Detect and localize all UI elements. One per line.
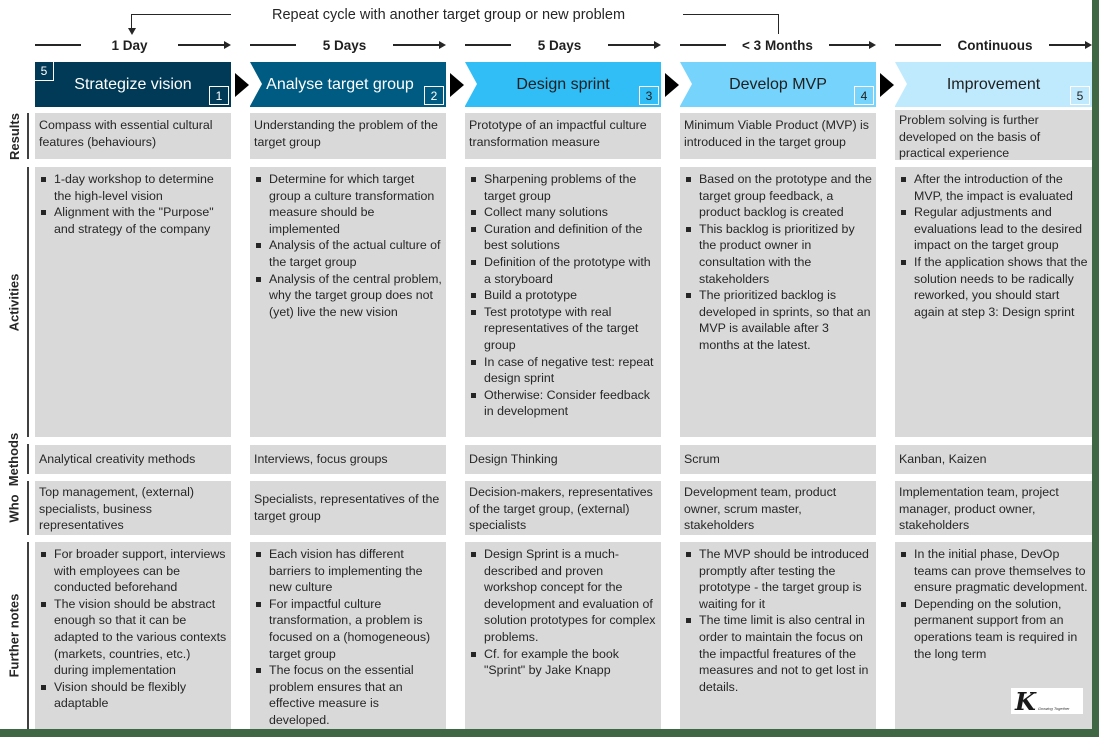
timeline-5 [895, 36, 1092, 54]
step-number-badge: 5 [1070, 86, 1090, 105]
list-item: In case of negative test: repeat design sprint [469, 354, 657, 387]
list-item: Collect many solutions [469, 204, 657, 221]
logo-tagline: Growing Together [1037, 706, 1070, 711]
row-divider [27, 167, 29, 437]
stage-title: Strategize vision [74, 75, 192, 93]
timeline-line [1049, 44, 1085, 45]
list-item: The time limit is also central in order to maintain the focus on the impactful freatures of the measures and not to get lost in details. [684, 612, 872, 695]
further-notes-cell [680, 542, 876, 729]
list-item: Build a prototype [469, 287, 657, 304]
methods-cell: Design Thinking [465, 445, 661, 474]
list-item: The MVP should be introduced promptly after testing the prototype - the target group is waiting for it [684, 546, 872, 612]
who-cell: Specialists, representatives of the target group [250, 481, 446, 535]
stage-notch [680, 62, 692, 106]
results-cell: Compass with essential cultural features (behaviours) [35, 113, 231, 159]
list-item: Definition of the prototype with a storyboard [469, 254, 657, 287]
duration-label: < 3 Months [742, 37, 813, 53]
who-cell: Top management, (external) specialists, business representatives [35, 481, 231, 535]
chevron-right-icon [665, 73, 679, 97]
list-item: Based on the prototype and the target group feedback, a product backlog is created [684, 171, 872, 221]
timeline-line [895, 44, 941, 45]
loop-line-right-horizontal [683, 14, 779, 15]
timeline-line [608, 44, 654, 45]
further-notes-cell [250, 542, 446, 729]
list-item: Analysis of the central problem, why the target group does not (yet) live the new vision [254, 271, 442, 321]
list-item: The focus on the essential problem ensures that an effective measure is developed. [254, 662, 442, 728]
step-number-badge: 1 [209, 86, 229, 105]
timeline-line [178, 44, 224, 45]
row-label-activities: Activities [6, 273, 22, 331]
list-item: Cf. for example the book "Sprint" by Jake Knapp [469, 646, 657, 679]
list-item: The prioritized backlog is developed in sprints, so that an MVP is available after 3 months at the latest. [684, 287, 872, 353]
loop-arrow-down-icon [128, 28, 136, 35]
activities-list [899, 171, 1088, 320]
activities-list [39, 171, 227, 237]
activities-cell [250, 167, 446, 437]
results-cell: Problem solving is further developed on the basis of practical experience [895, 110, 1092, 160]
methods-cell: Kanban, Kaizen [895, 445, 1092, 474]
stage-design-sprint [465, 62, 661, 107]
duration-label: 5 Days [537, 37, 582, 53]
list-item: If the application shows that the solution needs to be radically reworked, you should start again at step 3: Design sprint [899, 254, 1088, 320]
duration-label: 1 Day [111, 37, 148, 53]
stage-notch [250, 62, 262, 106]
stage-notch [895, 62, 907, 106]
stage-title: Develop MVP [729, 75, 827, 93]
notes-list [254, 546, 442, 729]
step-number-badge: 2 [424, 86, 444, 105]
further-notes-cell [35, 542, 231, 729]
who-cell: Implementation team, project manager, product owner, stakeholders [895, 481, 1092, 535]
activities-cell [465, 167, 661, 437]
chevron-right-icon [235, 73, 249, 97]
arrow-right-icon [654, 41, 661, 49]
results-cell: Prototype of an impactful culture transformation measure [465, 113, 661, 159]
row-divider [27, 444, 29, 474]
row-divider [27, 481, 29, 535]
timeline-line [465, 44, 511, 45]
step-number-badge: 4 [854, 86, 874, 105]
notes-list [684, 546, 872, 695]
list-item: 1-day workshop to determine the high-level vision [39, 171, 227, 204]
timeline-line [250, 44, 296, 45]
notes-list [899, 546, 1088, 662]
who-cell: Development team, product owner, scrum master, stakeholders [680, 481, 876, 535]
timeline-2 [250, 36, 446, 54]
stage-strategize-vision [35, 62, 231, 107]
row-label-who: Who [6, 493, 22, 523]
list-item: The vision should be abstract enough so that it can be adapted to the various contexts (markets, countries, etc.) during implementation [39, 596, 227, 679]
row-divider [27, 113, 29, 159]
logo-letter: K [1015, 687, 1036, 716]
list-item: Vision should be flexibly adaptable [39, 679, 227, 712]
bottom-frame-strip [0, 729, 1099, 737]
arrow-right-icon [1085, 41, 1092, 49]
list-item: Otherwise: Consider feedback in development [469, 387, 657, 420]
timeline-line [829, 44, 869, 45]
list-item: Regular adjustments and evaluations lead to the desired impact on the target group [899, 204, 1088, 254]
timeline-1 [35, 36, 231, 54]
row-label-further-notes: Further notes [6, 593, 22, 678]
list-item: Determine for which target group a culture transformation measure should be implemented [254, 171, 442, 237]
list-item: In the initial phase, DevOp teams can prove themselves to ensure pragmatic development. [899, 546, 1088, 596]
list-item: Test prototype with real representatives of the target group [469, 304, 657, 354]
loop-line-left-horizontal [131, 14, 231, 15]
timeline-line [393, 44, 439, 45]
activities-cell [35, 167, 231, 437]
chevron-right-icon [450, 73, 464, 97]
list-item: Design Sprint is a much-described and proven workshop concept for the development and evaluation of solution prototypes for complex problems. [469, 546, 657, 646]
arrow-right-icon [224, 41, 231, 49]
row-label-methods: Methods [6, 432, 22, 486]
row-label-results: Results [6, 112, 22, 160]
who-cell: Decision-makers, representatives of the target group, (external) specialists [465, 481, 661, 535]
activities-list [254, 171, 442, 320]
repeat-cycle-label: Repeat cycle with another target group or new problem [272, 7, 626, 23]
row-divider [27, 542, 29, 729]
timeline-line [680, 44, 726, 45]
methods-cell: Analytical creativity methods [35, 445, 231, 474]
results-cell: Understanding the problem of the target group [250, 113, 446, 159]
methods-cell: Scrum [680, 445, 876, 474]
loop-step-number-badge: 5 [35, 62, 54, 81]
stage-title: Design sprint [516, 75, 610, 93]
stage-develop-mvp [680, 62, 876, 107]
list-item: Sharpening problems of the target group [469, 171, 657, 204]
list-item: Curation and definition of the best solutions [469, 221, 657, 254]
activities-cell [895, 167, 1092, 437]
stage-improvement [895, 62, 1092, 107]
stage-notch [465, 62, 477, 106]
notes-list [469, 546, 657, 679]
list-item: This backlog is prioritized by the product owner in consultation with the stakeholders [684, 221, 872, 287]
list-item: Alignment with the "Purpose" and strategy of the company [39, 204, 227, 237]
timeline-line [35, 44, 81, 45]
timeline-4 [680, 36, 876, 54]
activities-list [469, 171, 657, 420]
further-notes-cell [465, 542, 661, 729]
duration-label: Continuous [957, 37, 1033, 53]
right-frame-strip [1092, 0, 1099, 737]
list-item: After the introduction of the MVP, the impact is evaluated [899, 171, 1088, 204]
loop-line-right-vertical [778, 14, 779, 34]
brand-logo [1011, 688, 1083, 714]
duration-label: 5 Days [322, 37, 367, 53]
results-cell: Minimum Viable Product (MVP) is introduced in the target group [680, 113, 876, 159]
activities-list [684, 171, 872, 354]
activities-cell [680, 167, 876, 437]
list-item: For broader support, interviews with employees can be conducted beforehand [39, 546, 227, 596]
arrow-right-icon [869, 41, 876, 49]
stage-title: Analyse target group [266, 75, 414, 93]
step-number-badge: 3 [639, 86, 659, 105]
notes-list [39, 546, 227, 712]
timeline-3 [465, 36, 661, 54]
methods-cell: Interviews, focus groups [250, 445, 446, 474]
list-item: Analysis of the actual culture of the target group [254, 237, 442, 270]
stage-title: Improvement [946, 75, 1041, 93]
list-item: Each vision has different barriers to implementing the new culture [254, 546, 442, 596]
chevron-right-icon [880, 73, 894, 97]
list-item: For impactful culture transformation, a problem is focused on a (homogeneous) target group [254, 596, 442, 662]
arrow-right-icon [439, 41, 446, 49]
list-item: Depending on the solution, permanent support from an operations team is required in the long term [899, 596, 1088, 662]
stage-analyse-target-group [250, 62, 446, 107]
